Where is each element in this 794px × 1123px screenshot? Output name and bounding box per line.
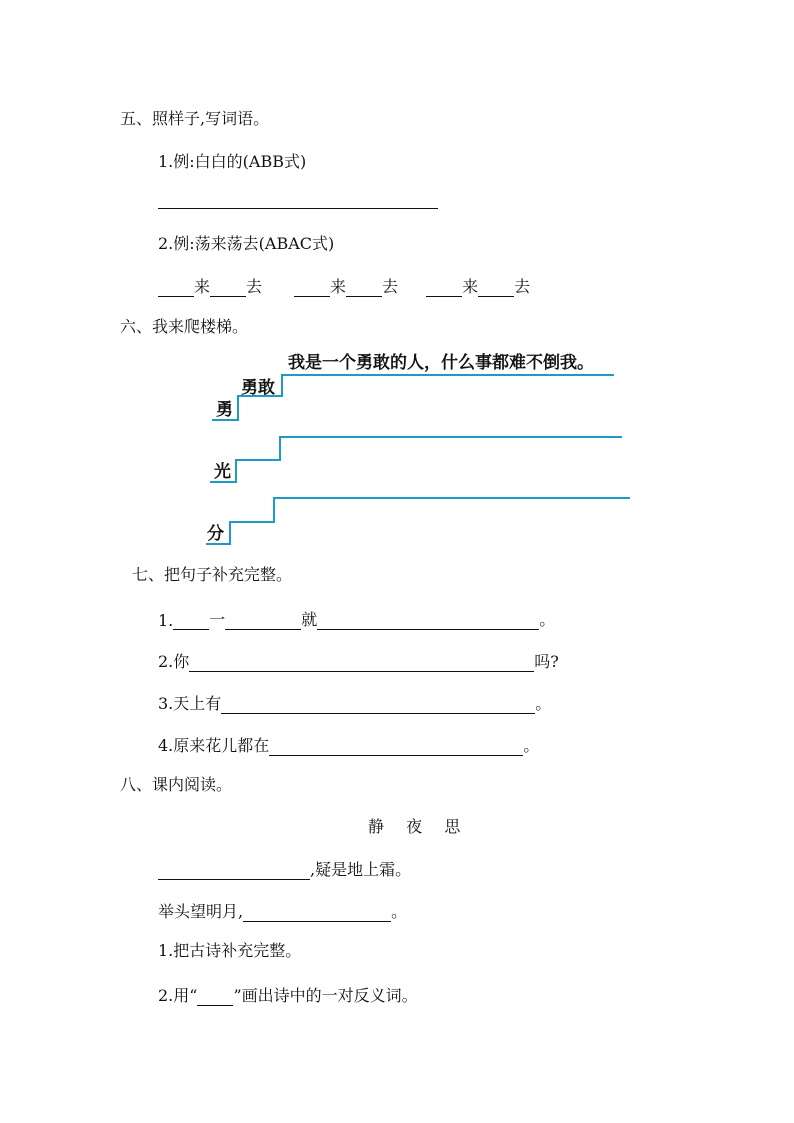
blank[interactable] — [269, 737, 523, 756]
s1-yi: 一 — [209, 610, 226, 629]
s1-number: 1. — [158, 611, 174, 630]
s2-end: 吗? — [534, 652, 559, 671]
question-1: 1.把古诗补充完整。 — [158, 941, 302, 960]
blank[interactable] — [158, 861, 310, 880]
blank[interactable] — [189, 653, 534, 672]
blank[interactable] — [478, 278, 514, 297]
q2-end: ”画出诗中的一对反义词。 — [233, 986, 418, 1005]
stair3-low-char: 分 — [207, 524, 224, 544]
lai-text: 来 — [330, 277, 347, 296]
poem-line1-end: ,疑是地上霜。 — [310, 860, 412, 879]
section5-item2: 2.例:荡来荡去(ABAC式) — [158, 234, 335, 253]
s1-jiu: 就 — [301, 610, 318, 629]
s1-end: 。 — [539, 610, 556, 629]
q2-start: 2.用“ — [158, 986, 198, 1005]
section5-item1: 1.例:白白的(ABB式) — [158, 152, 307, 171]
sentence-2-row — [158, 649, 559, 672]
stair-2 — [210, 437, 622, 482]
qu-text: 去 — [382, 277, 399, 296]
blank[interactable] — [317, 611, 539, 630]
stair1-mid-word: 勇敢 — [241, 378, 275, 398]
s3-start: 3.天上有 — [158, 694, 222, 713]
section8-heading: 八、课内阅读。 — [120, 775, 233, 794]
stair-3 — [206, 498, 630, 544]
stair2-low-char: 光 — [214, 462, 231, 482]
blank[interactable] — [243, 903, 391, 922]
answer-line-abb[interactable] — [158, 208, 438, 209]
section7-heading: 七、把句子补充完整。 — [132, 565, 293, 584]
lai-text: 来 — [194, 277, 211, 296]
blank[interactable] — [173, 611, 209, 630]
poem-line2-end: 。 — [391, 902, 408, 921]
abac-blanks-row — [158, 274, 530, 297]
section5-heading: 五、照样子,写词语。 — [120, 109, 270, 128]
blank[interactable] — [158, 278, 194, 297]
qu-text: 去 — [246, 277, 263, 296]
s3-end: 。 — [535, 694, 552, 713]
section6-heading: 六、我来爬楼梯。 — [120, 317, 249, 336]
blank[interactable] — [197, 987, 233, 1006]
poem-title: 静 夜 思 — [368, 817, 465, 836]
poem-line-2 — [158, 899, 407, 922]
qu-text: 去 — [514, 277, 531, 296]
s2-start: 2.你 — [158, 652, 190, 671]
blank[interactable] — [426, 278, 462, 297]
stair1-top-sentence: 我是一个勇敢的人，什么事都难不倒我。 — [288, 353, 594, 373]
question-2-row — [158, 983, 418, 1006]
sentence-1-row — [158, 607, 555, 630]
lai-text: 来 — [462, 277, 479, 296]
blank[interactable] — [346, 278, 382, 297]
staircase-diagram — [0, 340, 794, 600]
sentence-4-row — [158, 733, 539, 756]
s4-start: 4.原来花儿都在 — [158, 736, 270, 755]
blank[interactable] — [210, 278, 246, 297]
blank[interactable] — [221, 695, 535, 714]
blank[interactable] — [294, 278, 330, 297]
poem-line-1 — [158, 857, 411, 880]
blank[interactable] — [225, 611, 301, 630]
poem-line2-start: 举头望明月, — [158, 902, 244, 921]
stair1-low-char: 勇 — [216, 400, 233, 420]
s4-end: 。 — [523, 736, 540, 755]
sentence-3-row — [158, 691, 551, 714]
